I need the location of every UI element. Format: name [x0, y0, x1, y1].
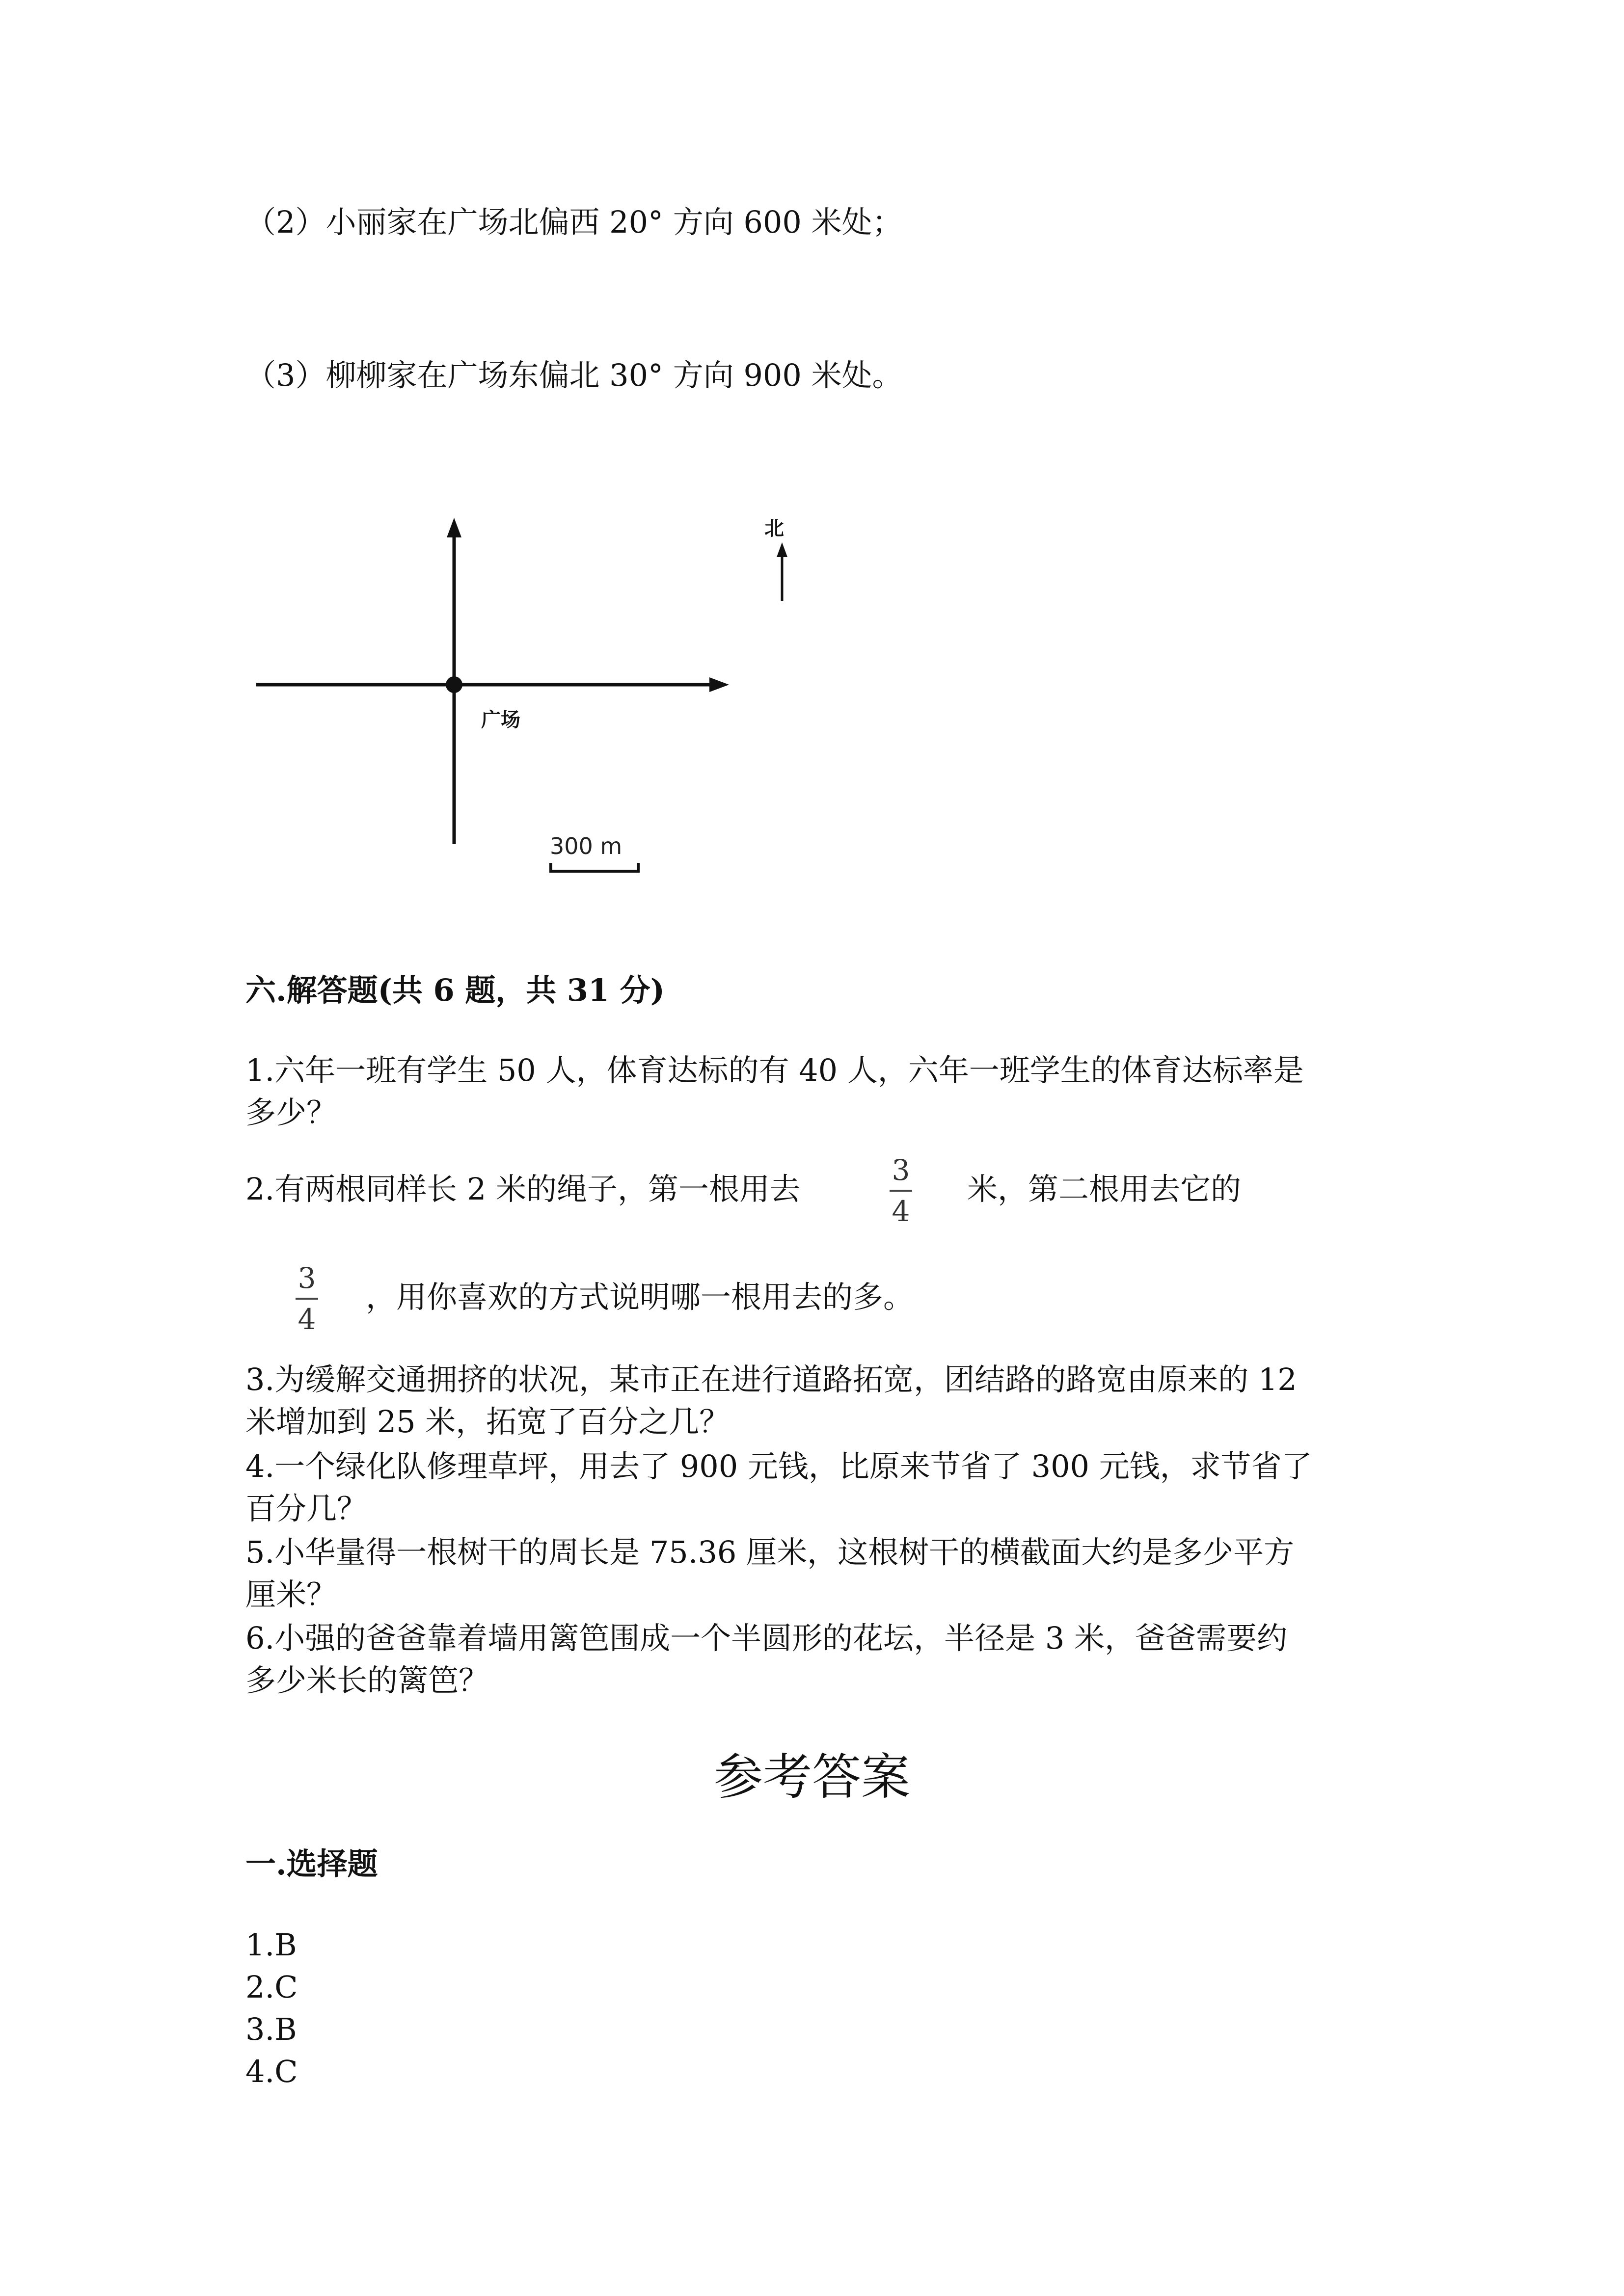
question-1-line-1: 1.六年一班有学生 50 人，体育达标的有 40 人，六年一班学生的体育达标率是 [245, 1052, 1304, 1088]
question-3-line-1: 3.为缓解交通拥挤的状况，某市正在进行道路拓宽，团结路的路宽由原来的 12 [245, 1362, 1297, 1397]
answers-section-1-heading: 一.选择题 [245, 1846, 378, 1882]
question-1-line-2: 多少？ [245, 1095, 337, 1130]
question-5-line-1: 5.小华量得一根树干的周长是 75.36 厘米，这根树干的横截面大约是多少平方 [245, 1534, 1295, 1570]
question-4-line-1: 4.一个绿化队修理草坪，用去了 900 元钱，比原来节省了 300 元钱，求节省了 [245, 1448, 1312, 1484]
fraction-numerator: 3 [892, 1153, 910, 1187]
north-indicator-arrow [777, 542, 787, 557]
north-label: 北 [764, 517, 784, 540]
question-2-part-3: ，用你喜欢的方式说明哪一根用去的多。 [366, 1279, 914, 1315]
plaza-point [446, 676, 462, 693]
plaza-label: 广场 [481, 709, 520, 731]
fraction-three-quarters-1 [890, 1154, 912, 1227]
answer-item: 1.B [245, 1927, 297, 1963]
fraction-bar [296, 1298, 318, 1300]
question-6-line-2: 多少米长的篱笆？ [245, 1662, 489, 1698]
answer-item: 4.C [245, 2054, 298, 2089]
fraction-numerator: 3 [298, 1261, 316, 1295]
problem-item-2: （2）小丽家在广场北偏西 20° 方向 600 米处； [245, 204, 903, 240]
answer-item: 2.C [245, 1969, 298, 2005]
north-axis-arrow [447, 518, 461, 537]
fraction-three-quarters-2 [296, 1262, 318, 1335]
question-3-line-2: 米增加到 25 米，拓宽了百分之几？ [245, 1404, 730, 1440]
question-6-line-1: 6.小强的爸爸靠着墙用篱笆围成一个半圆形的花坛，半径是 3 米，爸爸需要约 [245, 1620, 1288, 1656]
question-5-line-2: 厘米？ [245, 1576, 337, 1612]
fraction-denominator: 4 [892, 1195, 910, 1228]
problem-item-3: （3）柳柳家在广场东偏北 30° 方向 900 米处。 [245, 357, 903, 393]
fraction-bar [890, 1190, 912, 1192]
answer-item: 3.B [245, 2011, 297, 2047]
fraction-denominator: 4 [298, 1303, 316, 1336]
section-6-heading: 六.解答题(共 6 题，共 31 分) [245, 972, 665, 1008]
answers-title: 参考答案 [714, 1748, 910, 1806]
east-axis-arrow [709, 677, 729, 692]
question-2-part-1: 2.有两根同样长 2 米的绳子，第一根用去 [245, 1171, 801, 1207]
scale-label: 300 m [550, 833, 623, 859]
direction-diagram [245, 491, 835, 893]
question-2-part-2: 米，第二根用去它的 [967, 1171, 1242, 1207]
question-4-line-2: 百分几？ [245, 1491, 368, 1526]
